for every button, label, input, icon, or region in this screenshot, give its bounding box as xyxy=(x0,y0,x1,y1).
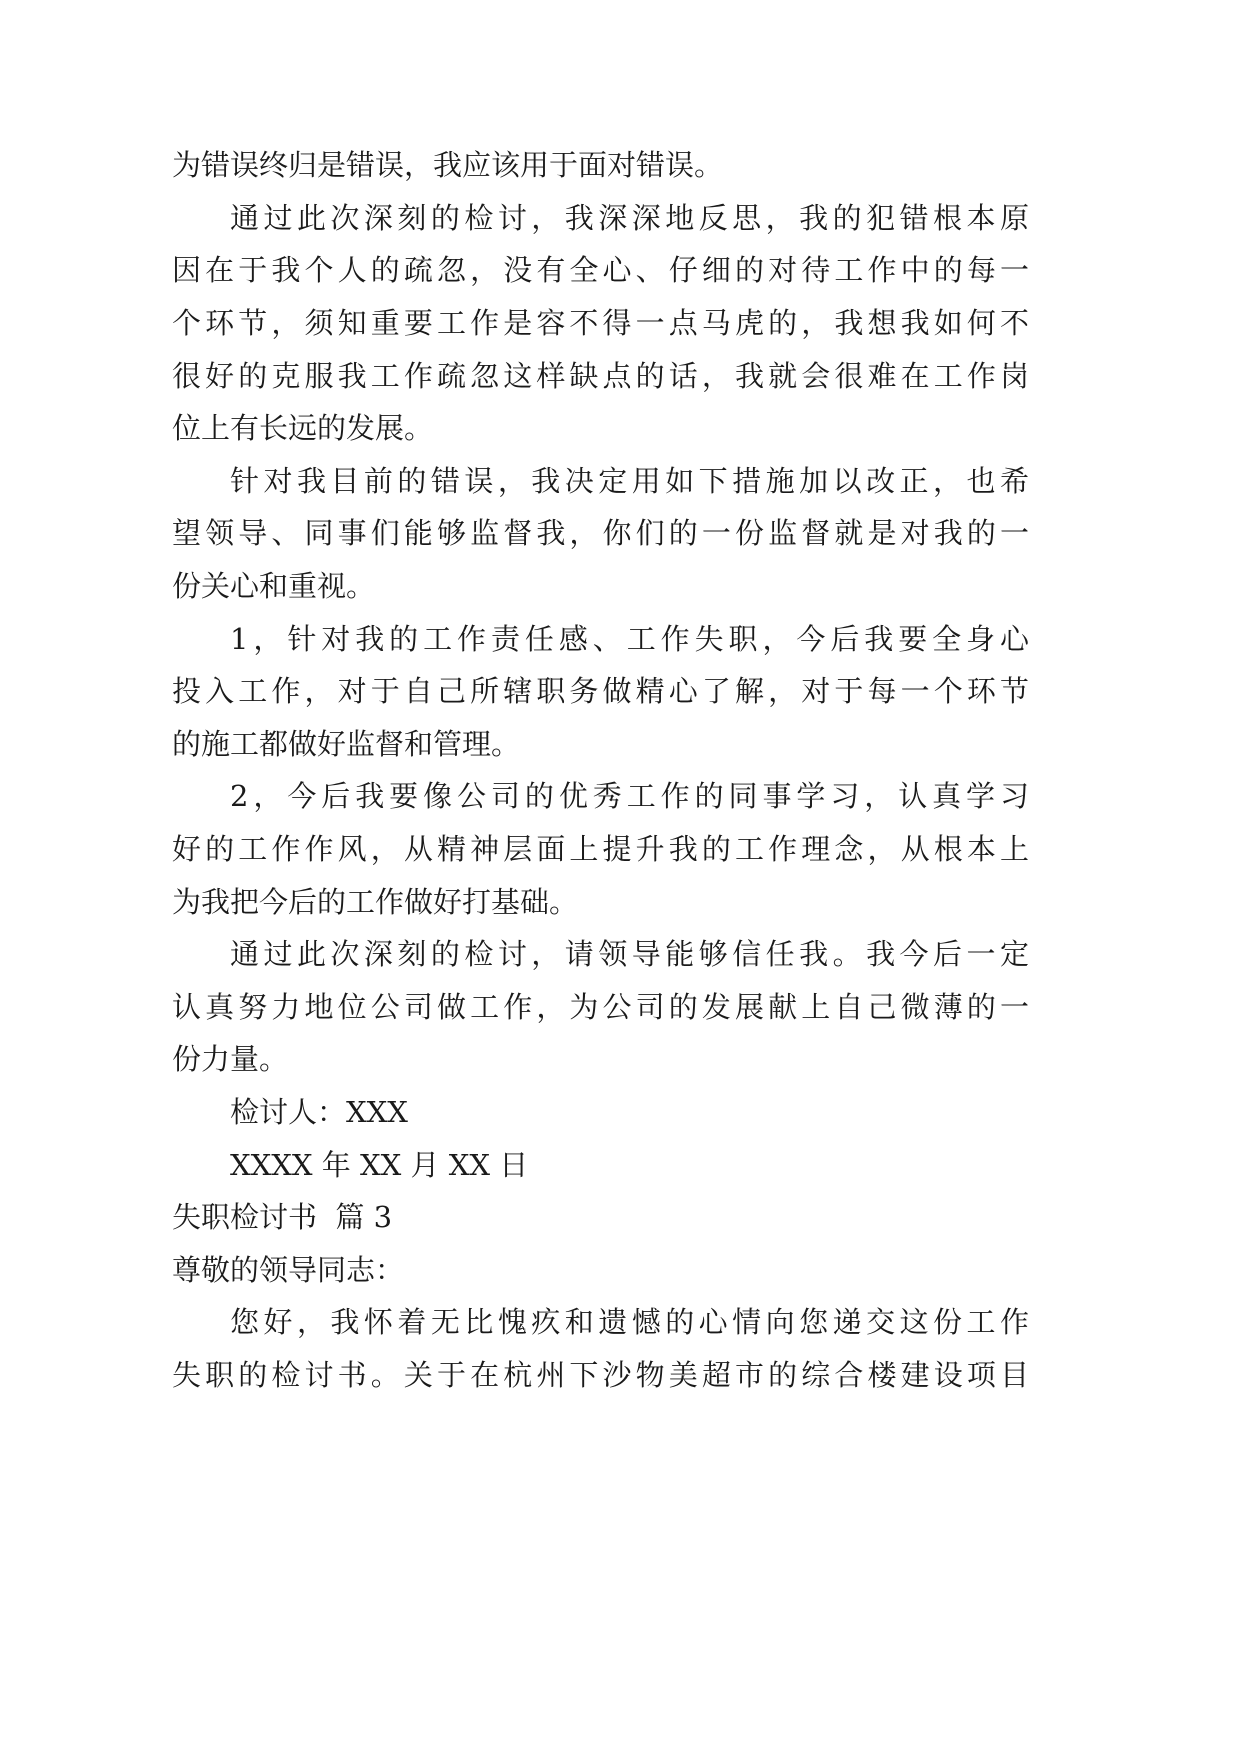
text-line: 失职的检讨书。关于在杭州下沙物美超市的综合楼建设项目 xyxy=(172,1358,1029,1392)
signature-line: 检讨人：XXX xyxy=(230,1095,408,1129)
paragraph-first-line: 2，今后我要像公司的优秀工作的同事学习，认真学习 xyxy=(230,779,1029,813)
text-line: 的施工都做好监督和管理。 xyxy=(172,727,521,761)
paragraph-first-line: 1，针对我的工作责任感、工作失职，今后我要全身心 xyxy=(230,622,1029,656)
text-line: 投入工作，对于自己所辖职务做精心了解，对于每一个环节 xyxy=(172,674,1029,708)
text-line: 为我把今后的工作做好打基础。 xyxy=(172,885,579,919)
text-line: 很好的克服我工作疏忽这样缺点的话，我就会很难在工作岗 xyxy=(172,359,1029,393)
date-line: XXXX 年 XX 月 XX 日 xyxy=(230,1148,529,1182)
text-line: 份关心和重视。 xyxy=(172,569,376,603)
paragraph-first-line: 针对我目前的错误，我决定用如下措施加以改正，也希 xyxy=(230,464,1029,498)
salutation: 尊敬的领导同志： xyxy=(172,1253,405,1287)
paragraph-first-line: 通过此次深刻的检讨，请领导能够信任我。我今后一定 xyxy=(230,937,1029,971)
paragraph-first-line: 通过此次深刻的检讨，我深深地反思，我的犯错根本原 xyxy=(230,201,1029,235)
section-heading: 失职检讨书 篇 3 xyxy=(172,1200,393,1234)
text-line: 好的工作作风，从精神层面上提升我的工作理念，从根本上 xyxy=(172,832,1029,866)
text-line: 个环节，须知重要工作是容不得一点马虎的，我想我如何不 xyxy=(172,306,1029,340)
paragraph-first-line: 您好，我怀着无比愧疚和遗憾的心情向您递交这份工作 xyxy=(230,1305,1029,1339)
text-line: 望领导、同事们能够监督我，你们的一份监督就是对我的一 xyxy=(172,516,1029,550)
text-line: 位上有长远的发展。 xyxy=(172,411,434,445)
text-line: 份力量。 xyxy=(172,1042,289,1076)
text-line: 为错误终归是错误，我应该用于面对错误。 xyxy=(172,148,724,182)
text-line: 认真努力地位公司做工作，为公司的发展献上自己微薄的一 xyxy=(172,990,1029,1024)
text-line: 因在于我个人的疏忽，没有全心、仔细的对待工作中的每一 xyxy=(172,253,1029,287)
